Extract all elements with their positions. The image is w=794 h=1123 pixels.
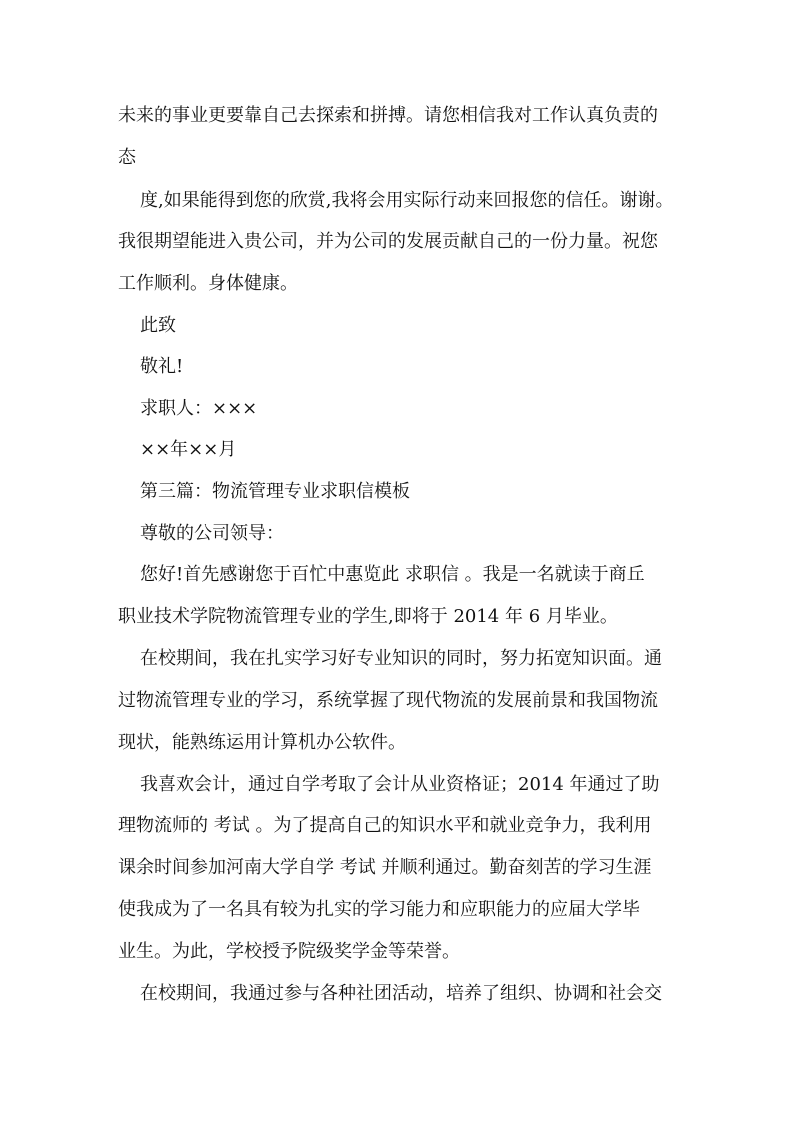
paragraph-line: 现状，能熟练运用计算机办公软件。 — [118, 732, 406, 753]
closing-line: 此致 — [140, 315, 176, 336]
paragraph-line: 态 — [118, 147, 136, 168]
paragraph-line: 工作顺利。身体健康。 — [118, 273, 298, 294]
paragraph-line: 业生。为此，学校授予院级奖学金等荣誉。 — [118, 941, 460, 962]
paragraph-line: 理物流师的 考试 。为了提高自己的知识水平和就业竞争力，我利用 — [118, 815, 652, 836]
signature-line: 求职人：××× — [140, 398, 258, 419]
paragraph-line: 课余时间参加河南大学自学 考试 并顺利通过。勤奋刻苦的学习生涯 — [118, 857, 652, 878]
section-title: 第三篇：物流管理专业求职信模板 — [140, 481, 410, 502]
paragraph-line: 在校期间，我通过参与各种社团活动，培养了组织、协调和社会交 — [140, 983, 662, 1004]
paragraph-line: 度,如果能得到您的欣赏,我将会用实际行动来回报您的信任。谢谢。 — [140, 190, 674, 211]
paragraph-line: 我很期望能进入贵公司，并为公司的发展贡献自己的一份力量。祝您 — [118, 231, 658, 252]
paragraph-line: 我喜欢会计，通过自学考取了会计从业资格证；2014 年通过了助 — [140, 774, 660, 795]
closing-line: 敬礼! — [140, 356, 184, 377]
paragraph-line: 您好!首先感谢您于百忙中惠览此 求职信 。我是一名就读于商丘 — [140, 564, 645, 585]
paragraph-line: 职业技术学院物流管理专业的学生,即将于 2014 年 6 月毕业。 — [118, 606, 618, 627]
paragraph-line: 未来的事业更要靠自己去探索和拼搏。请您相信我对工作认真负责的 — [118, 105, 658, 126]
date-line: ××年××月 — [140, 439, 237, 460]
salutation: 尊敬的公司领导： — [140, 523, 284, 544]
paragraph-line: 在校期间，我在扎实学习好专业知识的同时，努力拓宽知识面。通 — [140, 648, 662, 669]
paragraph-line: 过物流管理专业的学习，系统掌握了现代物流的发展前景和我国物流 — [118, 690, 658, 711]
paragraph-line: 使我成为了一名具有较为扎实的学习能力和应职能力的应届大学毕 — [118, 899, 640, 920]
